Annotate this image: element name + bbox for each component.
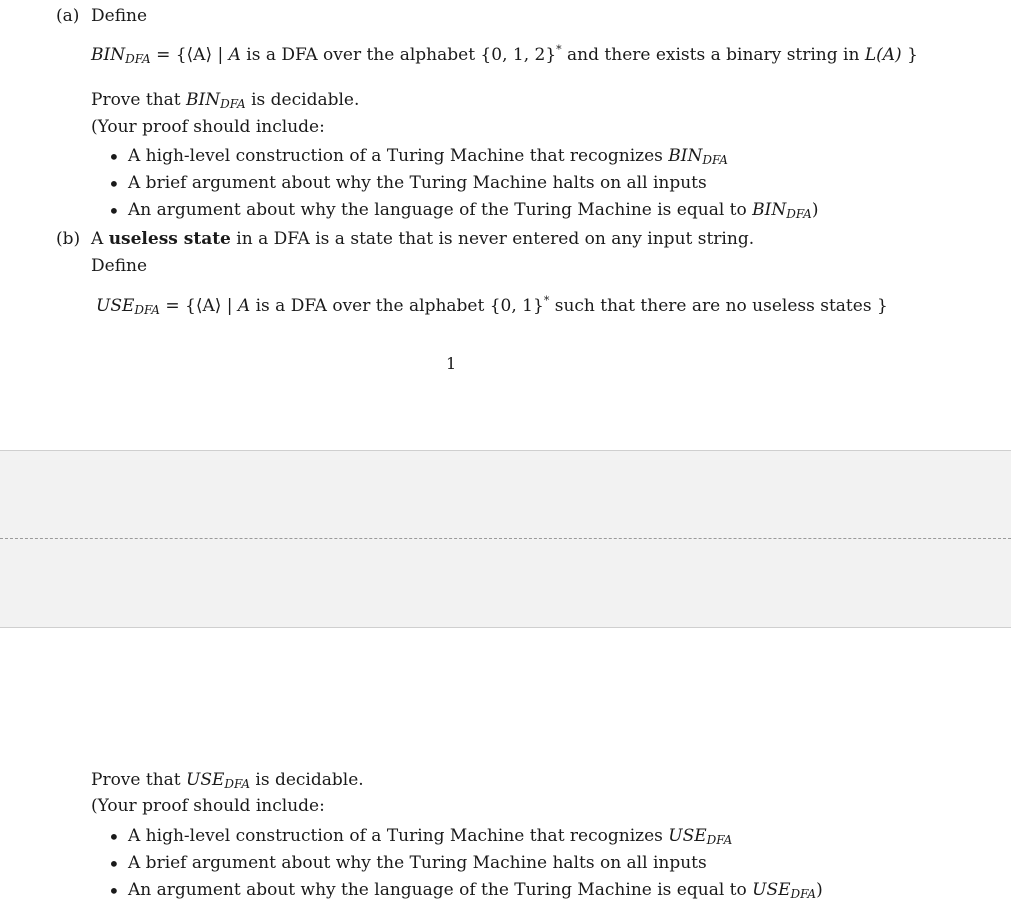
part-a-define: Define <box>91 6 148 26</box>
list-item: • An argument about why the language of the Turing Machine is equal to USEDFA) <box>128 880 823 900</box>
page-break <box>0 450 1011 628</box>
part-a-prove-line: Prove that BINDFA is decidable. <box>91 90 360 111</box>
bin-symbol: BIN <box>91 45 126 65</box>
part-b-intro: A useless state in a DFA is a state that is never entered on any input string. <box>91 229 755 249</box>
list-item: • An argument about why the language of the Turing Machine is equal to BINDFA) <box>128 200 818 220</box>
part-b-define: Define <box>91 256 148 276</box>
use-symbol: USE <box>96 296 135 316</box>
list-item: • A brief argument about why the Turing Machine halts on all inputs <box>128 853 707 873</box>
page-break-divider <box>0 538 1011 539</box>
bin-dfa-definition: BINDFA = {⟨A⟩ | A is a DFA over the alphabet {0, 1, 2}* and there exists a binary string in L(A) } <box>91 43 918 66</box>
part-b-prove-line: Prove that USEDFA is decidable. <box>91 770 364 791</box>
page-number: 1 <box>446 354 457 373</box>
list-item: • A high-level construction of a Turing Machine that recognizes BINDFA <box>128 146 728 166</box>
part-a-label: (a) <box>56 6 80 26</box>
part-b-proof-intro: (Your proof should include: <box>91 796 325 816</box>
part-b-label: (b) <box>56 229 81 249</box>
part-a-proof-intro: (Your proof should include: <box>91 117 325 137</box>
use-dfa-definition: USEDFA = {⟨A⟩ | A is a DFA over the alphabet {0, 1}* such that there are no useless states } <box>96 294 888 317</box>
list-item: • A high-level construction of a Turing Machine that recognizes USEDFA <box>128 826 732 846</box>
list-item: • A brief argument about why the Turing Machine halts on all inputs <box>128 173 707 193</box>
